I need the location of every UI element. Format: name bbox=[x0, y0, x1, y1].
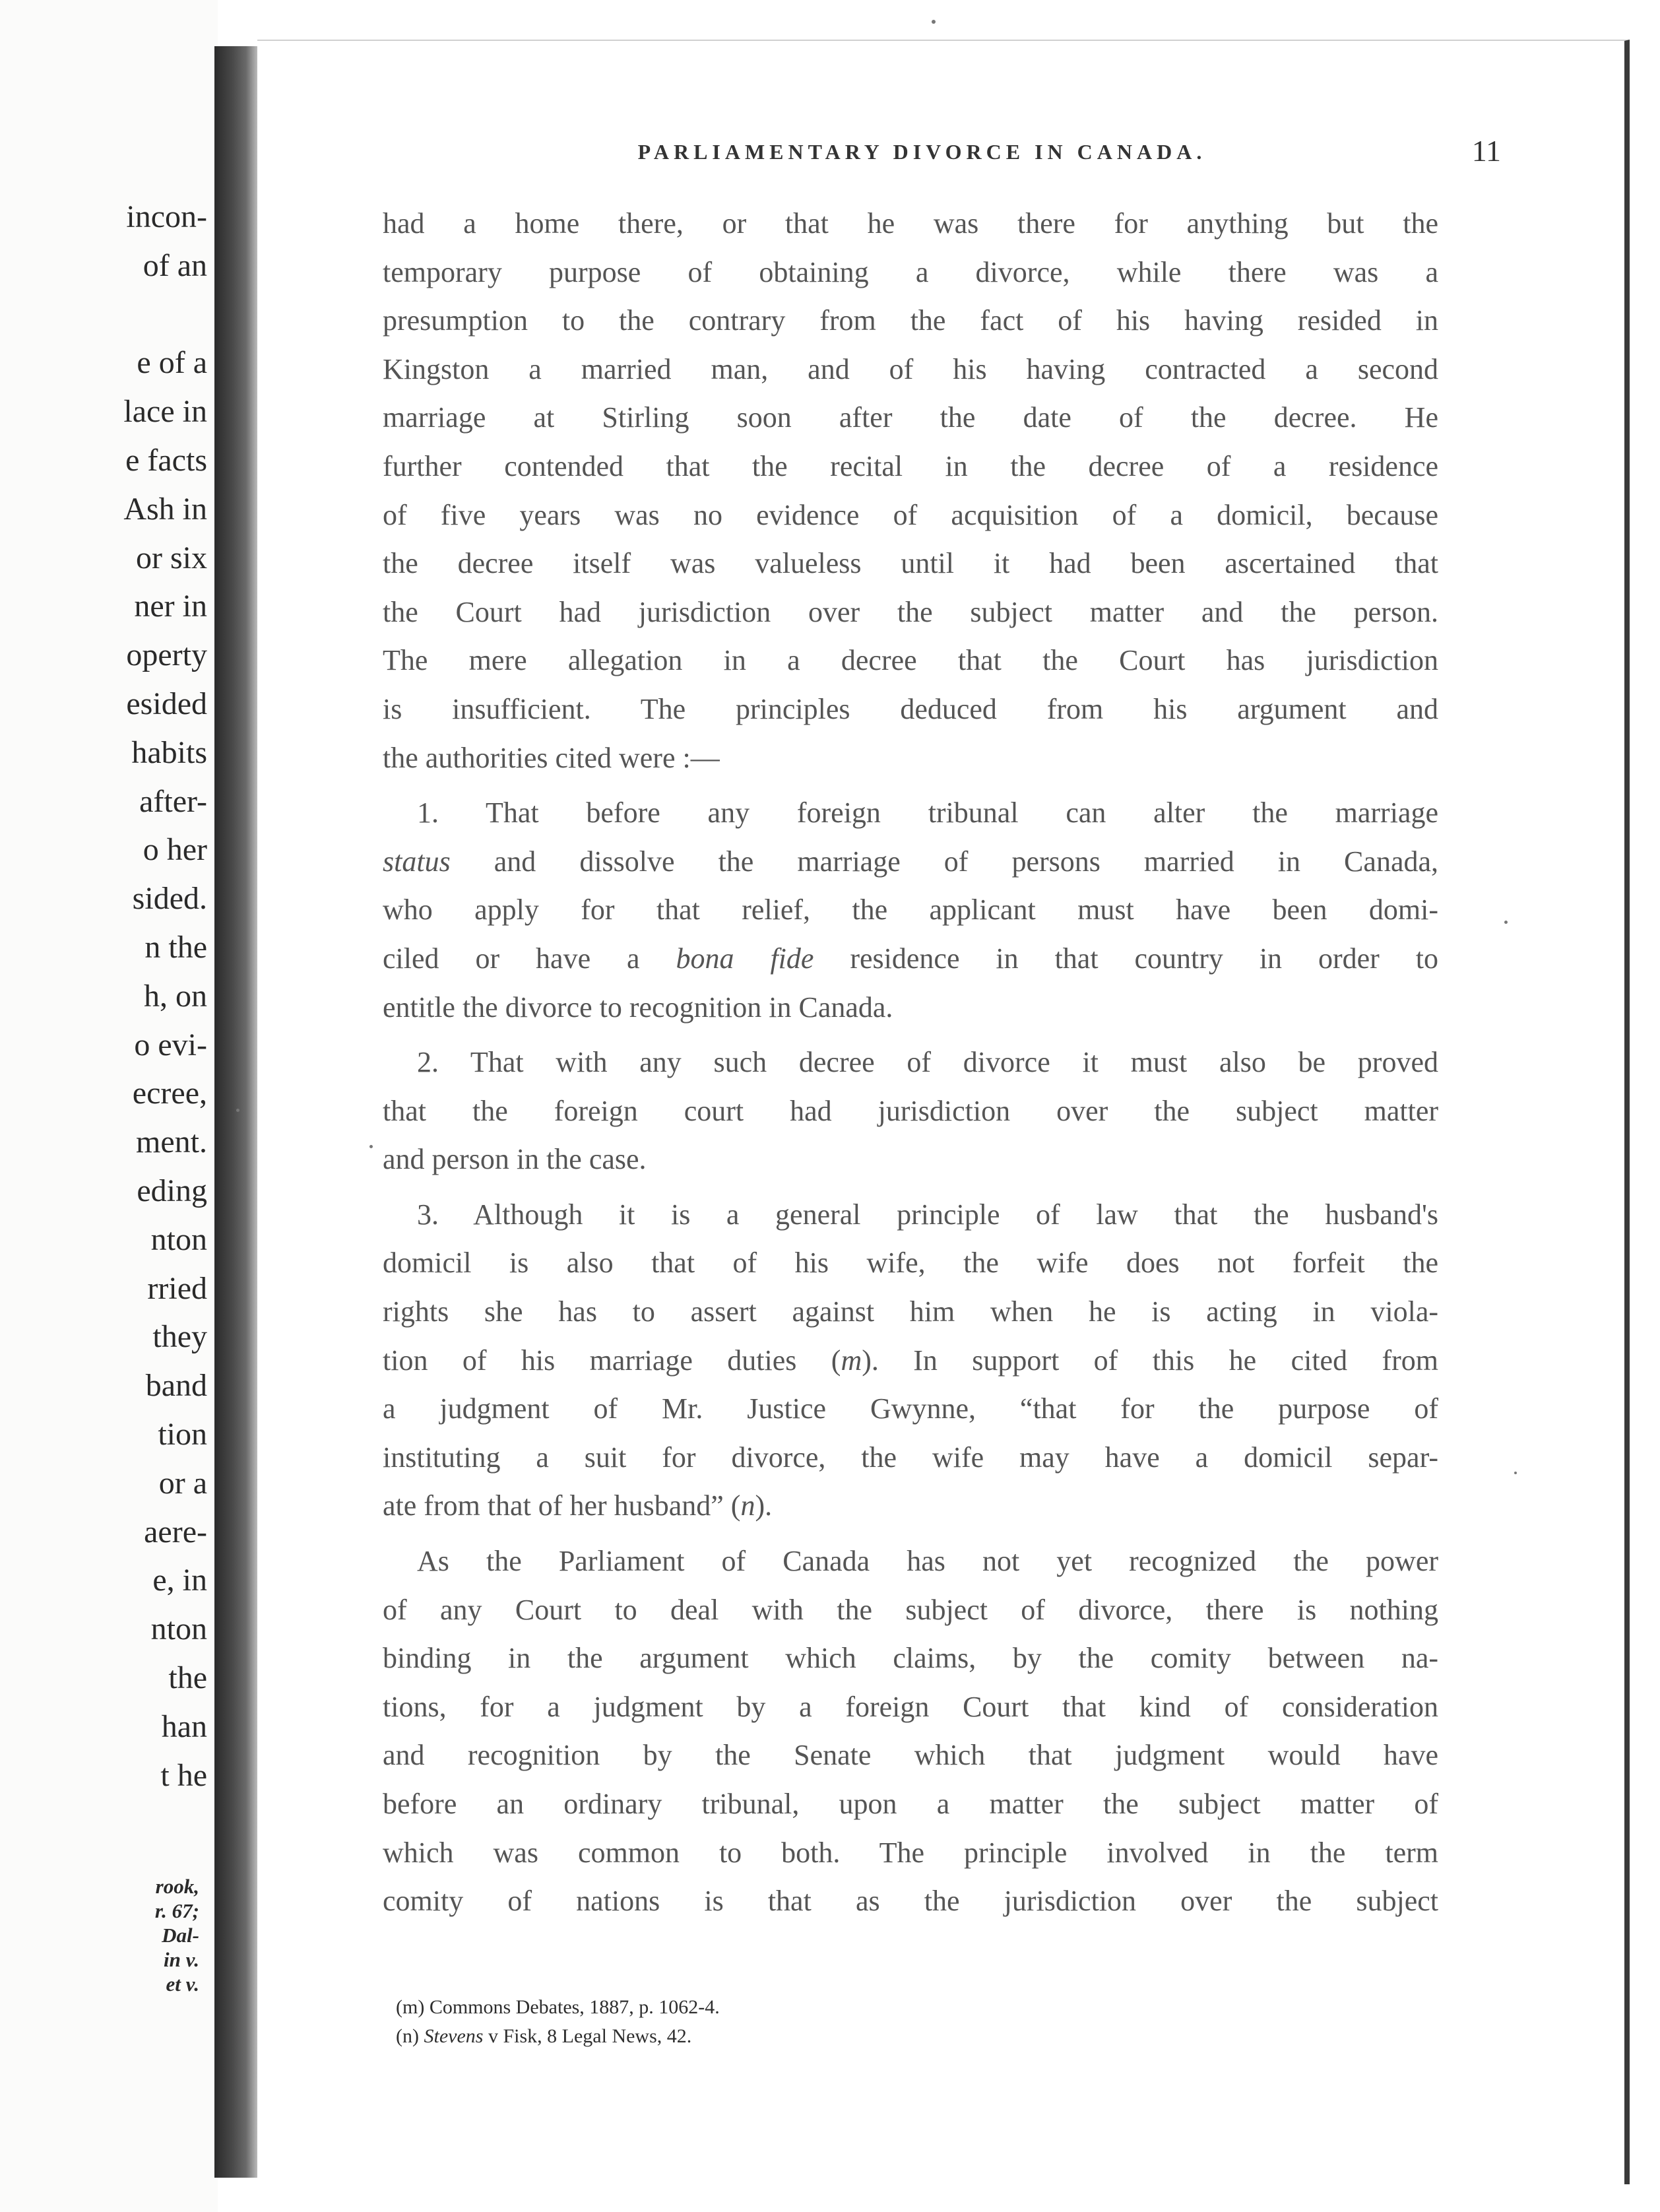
text-line bbox=[383, 934, 1438, 983]
left-page-fragment: of an bbox=[143, 247, 207, 283]
text-line: further contended that the recital in the decree of a residence bbox=[383, 449, 1438, 482]
left-page-text-fragments bbox=[0, 193, 212, 1800]
text-run: residence in that country in order to bbox=[814, 942, 1438, 975]
paragraph-gap bbox=[383, 1031, 1438, 1038]
left-page-fragment: ecree, bbox=[132, 1076, 207, 1111]
left-page-fragment: after- bbox=[139, 783, 207, 819]
scan-speck bbox=[236, 1109, 239, 1112]
left-page-fragment: esided bbox=[126, 686, 207, 721]
left-page-footnote-fragment: rook, bbox=[155, 1875, 199, 1898]
left-page-fragment: rried bbox=[147, 1270, 207, 1306]
footnote-marker: (m) bbox=[396, 1996, 425, 2018]
left-page-fragment: han bbox=[161, 1708, 207, 1744]
left-page-fragment: n the bbox=[144, 929, 207, 965]
left-page-fragment: ment. bbox=[136, 1124, 207, 1160]
text-run: ate from that of her husband” ( bbox=[383, 1489, 741, 1522]
footnote-text: v Fisk, 8 Legal News, 42. bbox=[483, 2025, 692, 2047]
italic-run: bona fide bbox=[676, 942, 814, 975]
text-line: is insufficient. The principles deduced from his argument and bbox=[383, 692, 1438, 725]
paragraph-gap bbox=[383, 1530, 1438, 1537]
text-line: the Court had jurisdiction over the subject matter and the person. bbox=[383, 595, 1438, 628]
text-line bbox=[383, 1481, 1438, 1530]
left-page-fragment: they bbox=[152, 1319, 207, 1355]
footnote-italic: Stevens bbox=[424, 2025, 484, 2047]
left-page-fragment: o evi- bbox=[134, 1027, 207, 1062]
text-line: of five years was no evidence of acquisition of a domicil, because bbox=[383, 498, 1438, 531]
left-page-fragment: t he bbox=[160, 1757, 207, 1793]
footnotes bbox=[383, 1993, 1438, 2051]
text-line: As the Parliament of Canada has not yet recognized the power bbox=[417, 1545, 1438, 1578]
text-line: had a home there, or that he was there for anything but the bbox=[383, 207, 1438, 240]
scan-speck bbox=[369, 1145, 373, 1148]
left-page-fragment: h, on bbox=[144, 978, 207, 1014]
left-page-fragment: o her bbox=[143, 832, 207, 868]
text-line: temporary purpose of obtaining a divorce, while there was a bbox=[383, 255, 1438, 288]
text-line: 3. Although it is a general principle of law that the husband's bbox=[417, 1198, 1438, 1231]
right-page bbox=[257, 40, 1630, 2184]
left-page-blank-line bbox=[0, 290, 212, 339]
paragraph-gap bbox=[383, 782, 1438, 789]
text-line: The mere allegation in a decree that the Court has jurisdiction bbox=[383, 644, 1438, 677]
text-line: tions, for a judgment by a foreign Court that kind of consideration bbox=[383, 1690, 1438, 1723]
left-facing-page bbox=[0, 0, 218, 2212]
text-line bbox=[383, 837, 1438, 886]
left-page-fragment: sided. bbox=[132, 881, 207, 917]
text-line: and person in the case. bbox=[383, 1143, 647, 1176]
text-line: Kingston a married man, and of his having contracted a second bbox=[383, 352, 1438, 385]
left-page-fragment: band bbox=[145, 1368, 207, 1404]
scan-speck bbox=[1514, 1472, 1517, 1474]
text-line: presumption to the contrary from the fact of his having resided in bbox=[383, 304, 1438, 337]
text-run: tion of his marriage duties ( bbox=[383, 1344, 841, 1377]
italic-run: n bbox=[740, 1489, 755, 1522]
running-head bbox=[343, 134, 1501, 173]
text-line: of any Court to deal with the subject of divorce, there is nothing bbox=[383, 1593, 1438, 1626]
text-line: that the foreign court had jurisdiction over the subject matter bbox=[383, 1094, 1438, 1127]
footnote-text: Commons Debates, 1887, p. 1062-4. bbox=[424, 1996, 720, 2018]
left-page-fragment: the bbox=[168, 1660, 207, 1695]
left-page-fragment: e of a bbox=[137, 345, 207, 381]
text-line: before an ordinary tribunal, upon a matter the subject matter of bbox=[383, 1788, 1438, 1820]
scan-speck bbox=[932, 20, 936, 24]
footnote bbox=[383, 1993, 1438, 2022]
text-line: which was common to both. The principle involved in the term bbox=[383, 1836, 1438, 1869]
running-title: PARLIAMENTARY DIVORCE IN CANADA. bbox=[637, 140, 1207, 164]
left-page-fragment: nton bbox=[150, 1221, 207, 1257]
text-run: ). In support of this he cited from bbox=[862, 1344, 1438, 1377]
text-line: rights she has to assert against him when he is acting in viola- bbox=[383, 1295, 1438, 1328]
text-line: 2. That with any such decree of divorce it must also be proved bbox=[417, 1046, 1438, 1079]
text-line: comity of nations is that as the jurisdiction over the subject bbox=[383, 1885, 1438, 1918]
left-page-fragment: lace in bbox=[123, 394, 207, 430]
page-number: 11 bbox=[1471, 134, 1501, 168]
text-line: a judgment of Mr. Justice Gwynne, “that for the purpose of bbox=[383, 1392, 1438, 1425]
left-page-footnote-fragments bbox=[0, 1874, 212, 1996]
text-line: 1. That before any foreign tribunal can alter the marriage bbox=[417, 797, 1438, 830]
italic-run: m bbox=[841, 1344, 862, 1377]
left-page-fragment: or a bbox=[158, 1465, 207, 1501]
left-page-fragment: ner in bbox=[134, 589, 207, 624]
italic-run: status bbox=[383, 845, 451, 878]
text-run: and dissolve the marriage of persons married in Canada, bbox=[450, 845, 1438, 878]
text-line: the authorities cited were :— bbox=[383, 741, 720, 774]
left-page-fragment: e, in bbox=[152, 1563, 207, 1598]
text-line: entitle the divorce to recognition in Canada. bbox=[383, 991, 893, 1024]
left-page-fragment: e facts bbox=[125, 442, 207, 478]
left-page-fragment: or six bbox=[136, 540, 207, 575]
text-line bbox=[383, 1336, 1438, 1385]
footnote-marker: (n) bbox=[396, 2025, 419, 2047]
text-line: who apply for that relief, the applicant must have been domi- bbox=[383, 894, 1438, 927]
left-page-footnote-fragment: in v. bbox=[164, 1948, 199, 1971]
text-line: the decree itself was valueless until it had been ascertained that bbox=[383, 547, 1438, 580]
left-page-fragment: incon- bbox=[126, 199, 207, 234]
text-line: instituting a suit for divorce, the wife may have a domicil separ- bbox=[383, 1441, 1438, 1474]
left-page-footnote-fragment: Dal- bbox=[162, 1924, 199, 1947]
left-page-footnote-fragment: r. 67; bbox=[154, 1899, 199, 1922]
paragraph-gap bbox=[383, 1184, 1438, 1190]
text-line: and recognition by the Senate which that judgment would have bbox=[383, 1739, 1438, 1772]
text-run: ). bbox=[755, 1489, 773, 1522]
left-page-fragment: operty bbox=[126, 637, 207, 673]
left-page-fragment: aere- bbox=[144, 1514, 207, 1549]
text-run: ciled or have a bbox=[383, 942, 676, 975]
text-line: binding in the argument which claims, by the comity between na- bbox=[383, 1642, 1438, 1675]
scan-speck bbox=[1504, 921, 1508, 924]
left-page-fragment: habits bbox=[131, 734, 207, 770]
text-line: marriage at Stirling soon after the date of the decree. He bbox=[383, 401, 1438, 434]
left-page-fragment: Ash in bbox=[123, 491, 207, 527]
left-page-fragment: eding bbox=[137, 1173, 207, 1208]
body-text bbox=[383, 199, 1438, 1926]
text-line: domicil is also that of his wife, the wife does not forfeit the bbox=[383, 1247, 1438, 1280]
left-page-footnote-fragment: et v. bbox=[166, 1972, 199, 1996]
left-page-fragment: nton bbox=[150, 1611, 207, 1647]
footnote bbox=[383, 2022, 1438, 2051]
left-page-fragment: tion bbox=[158, 1416, 207, 1452]
